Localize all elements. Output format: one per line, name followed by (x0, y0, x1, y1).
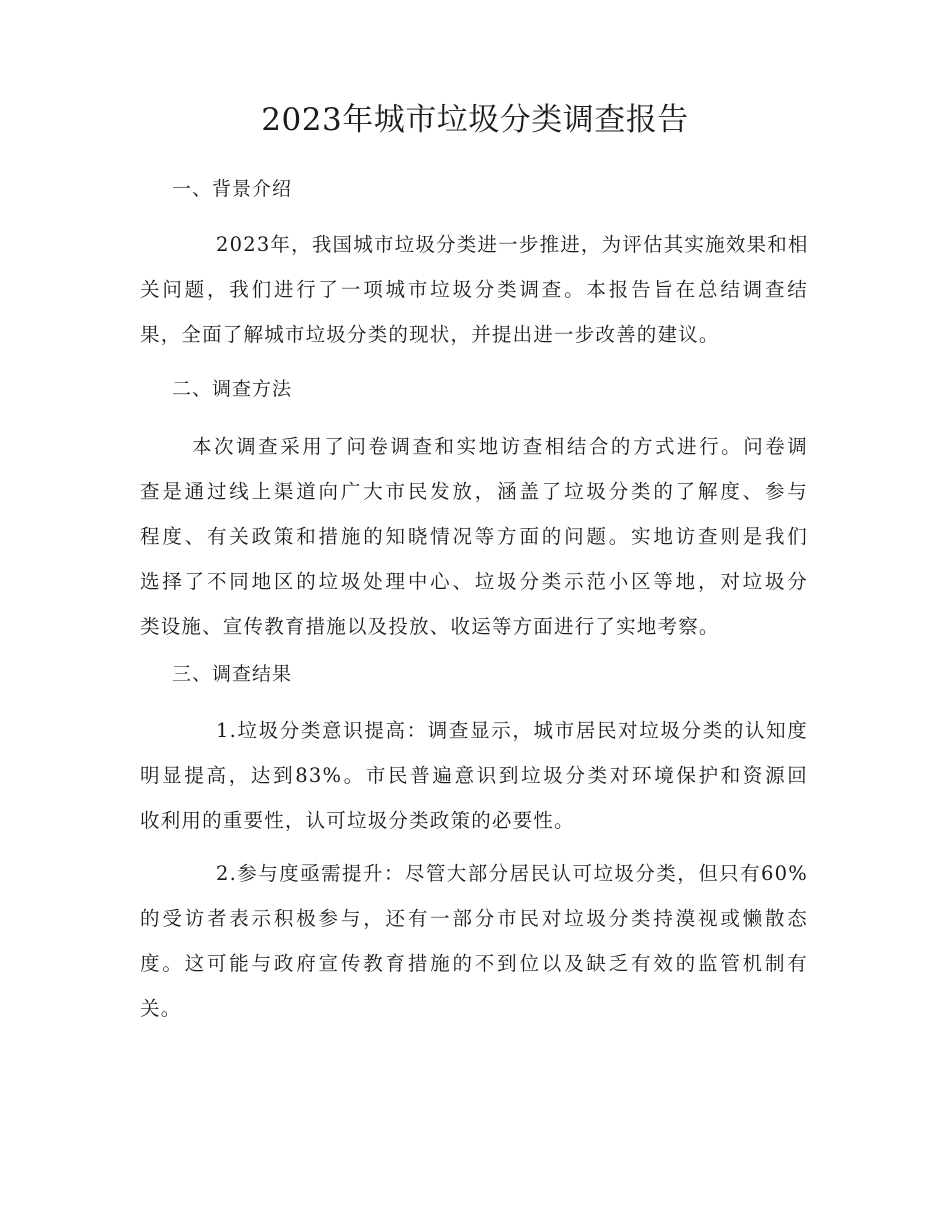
paragraph-line: 收利用的重要性，认可垃圾分类政策的必要性。 (140, 809, 575, 832)
paragraph-line: 关。 (140, 997, 182, 1020)
paragraph-line: 2023年，我国城市垃圾分类进一步推进，为评估其实施效果和相 (216, 233, 809, 256)
paragraph-line: 关问题，我们进行了一项城市垃圾分类调查。本报告旨在总结调查结 (140, 278, 808, 301)
paragraph-line: 明显提高，达到83%。市民普遍意识到垃圾分类对环境保护和资源回 (140, 764, 808, 787)
paragraph-line: 度。这可能与政府宣传教育措施的不到位以及缺乏有效的监管机制有 (140, 952, 808, 975)
paragraph-method (140, 424, 808, 649)
section-heading-method: 二、调查方法 (172, 378, 293, 400)
paragraph-line: 选择了不同地区的垃圾处理中心、垃圾分类示范小区等地，对垃圾分 (140, 570, 808, 593)
section-heading-background: 一、背景介绍 (172, 178, 293, 200)
paragraph-line: 本次调查采用了问卷调查和实地访查相结合的方式进行。问卷调 (192, 435, 808, 458)
paragraph-line: 程度、有关政策和措施的知晓情况等方面的问题。实地访查则是我们 (140, 525, 808, 548)
document-title: 2023年城市垃圾分类调查报告 (261, 102, 689, 138)
paragraph-result-participation (140, 851, 808, 1031)
paragraph-line: 2.参与度亟需提升：尽管大部分居民认可垃圾分类，但只有60% (216, 862, 808, 885)
paragraph-line: 查是通过线上渠道向广大市民发放，涵盖了垃圾分类的了解度、参与 (140, 480, 808, 503)
paragraph-result-awareness (140, 708, 808, 843)
paragraph-line: 果，全面了解城市垃圾分类的现状，并提出进一步改善的建议。 (140, 323, 720, 346)
paragraph-background (140, 222, 808, 357)
section-heading-results: 三、调查结果 (172, 663, 293, 685)
paragraph-line: 类设施、宣传教育措施以及投放、收运等方面进行了实地考察。 (140, 615, 720, 638)
paragraph-line: 1.垃圾分类意识提高：调查显示，城市居民对垃圾分类的认知度 (216, 719, 808, 742)
paragraph-line: 的受访者表示积极参与，还有一部分市民对垃圾分类持漠视或懒散态 (140, 907, 808, 930)
